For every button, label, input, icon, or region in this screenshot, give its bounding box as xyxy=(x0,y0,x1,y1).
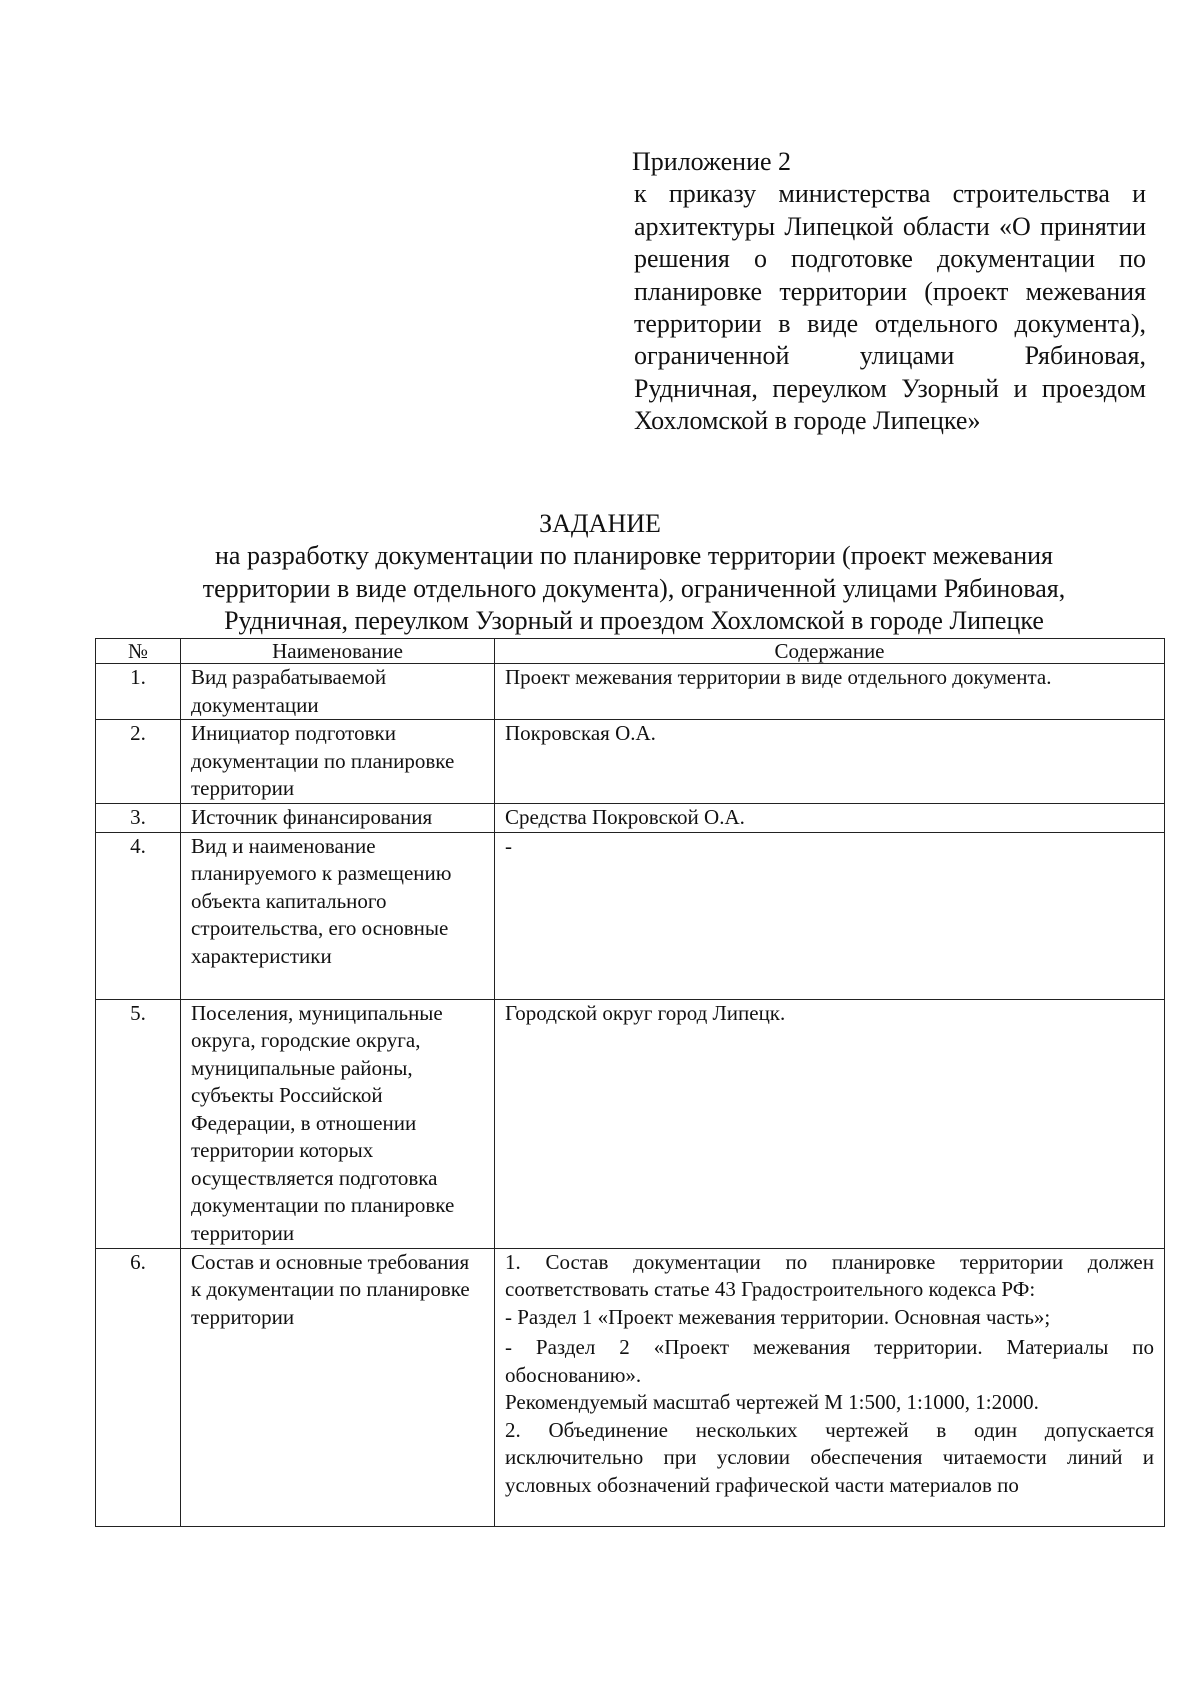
header-name: Наименование xyxy=(181,639,495,664)
content-paragraph: Рекомендуемый масштаб чертежей М 1:500, 1:1000, 1:2000. xyxy=(505,1390,1039,1414)
table-row xyxy=(96,804,1165,833)
table-row xyxy=(96,720,1165,804)
header-number: № xyxy=(96,639,181,664)
row-name: Источник финансирования xyxy=(181,804,495,833)
table-row xyxy=(96,832,1165,999)
table-row xyxy=(96,664,1165,720)
row-number: 3. xyxy=(96,804,181,833)
row-number: 6. xyxy=(96,1248,181,1526)
row-content: - xyxy=(495,832,1165,999)
header-content: Содержание xyxy=(495,639,1165,664)
task-table xyxy=(95,638,1165,1527)
row-number: 1. xyxy=(96,664,181,720)
row-name: Вид и наименование планируемого к размещению объекта капитального строительства, его основные характеристики xyxy=(181,832,495,999)
row-number: 4. xyxy=(96,832,181,999)
content-paragraph: - Раздел 1 «Проект межевания территории. Основная часть»; xyxy=(505,1304,1051,1329)
content-paragraph: 1. Состав документации по планировке территории должен соответствовать статье 43 Градостроительного кодекса РФ: xyxy=(505,1249,1154,1301)
row-content xyxy=(495,1248,1165,1526)
appendix-text: к приказу министерства строительства и архитектуры Липецкой области «О принятии решения о подготовке документации по планировке территории (проект межевания территории в виде отдельного документа), ограниченной улицами Рябиновая, Рудничная, переулком Узорный и проездом Хохломской в городе Липецке» xyxy=(634,179,1146,436)
row-name: Инициатор подготовки документации по планировке территории xyxy=(181,720,495,804)
row-number: 5. xyxy=(96,999,181,1248)
row-content: Городской округ город Липецк. xyxy=(495,999,1165,1248)
content-paragraph: 2. Объединение нескольких чертежей в один допускается исключительно при условии обеспечения читаемости линий и условных обозначений графической части материалов по xyxy=(505,1417,1154,1497)
row-content: Покровская О.А. xyxy=(495,720,1165,804)
row-name: Состав и основные требования к документации по планировке территории xyxy=(181,1248,495,1526)
row-name: Вид разрабатываемой документации xyxy=(181,664,495,720)
table-row xyxy=(96,999,1165,1248)
appendix-title: Приложение 2 xyxy=(632,147,792,176)
row-name: Поселения, муниципальные округа, городские округа, муниципальные районы, субъекты Российской Федерации, в отношении территории которых осуществляется подготовка документации по планировке территории xyxy=(181,999,495,1248)
task-heading: ЗАДАНИЕ xyxy=(539,509,661,538)
task-subtitle: на разработку документации по планировке территории (проект межевания территории в виде отдельного документа), ограниченной улицами Рябиновая, Рудничная, переулком Узорный и проездом Хохломской в городе Липецке xyxy=(202,541,1066,636)
row-content: Проект межевания территории в виде отдельного документа. xyxy=(495,664,1165,720)
appendix-block xyxy=(634,146,1146,438)
table-header-row xyxy=(96,639,1165,664)
row-number: 2. xyxy=(96,720,181,804)
content-paragraph: - Раздел 2 «Проект межевания территории. Материалы по обоснованию». xyxy=(505,1335,1154,1387)
row-content: Средства Покровской О.А. xyxy=(495,804,1165,833)
table-row xyxy=(96,1248,1165,1526)
